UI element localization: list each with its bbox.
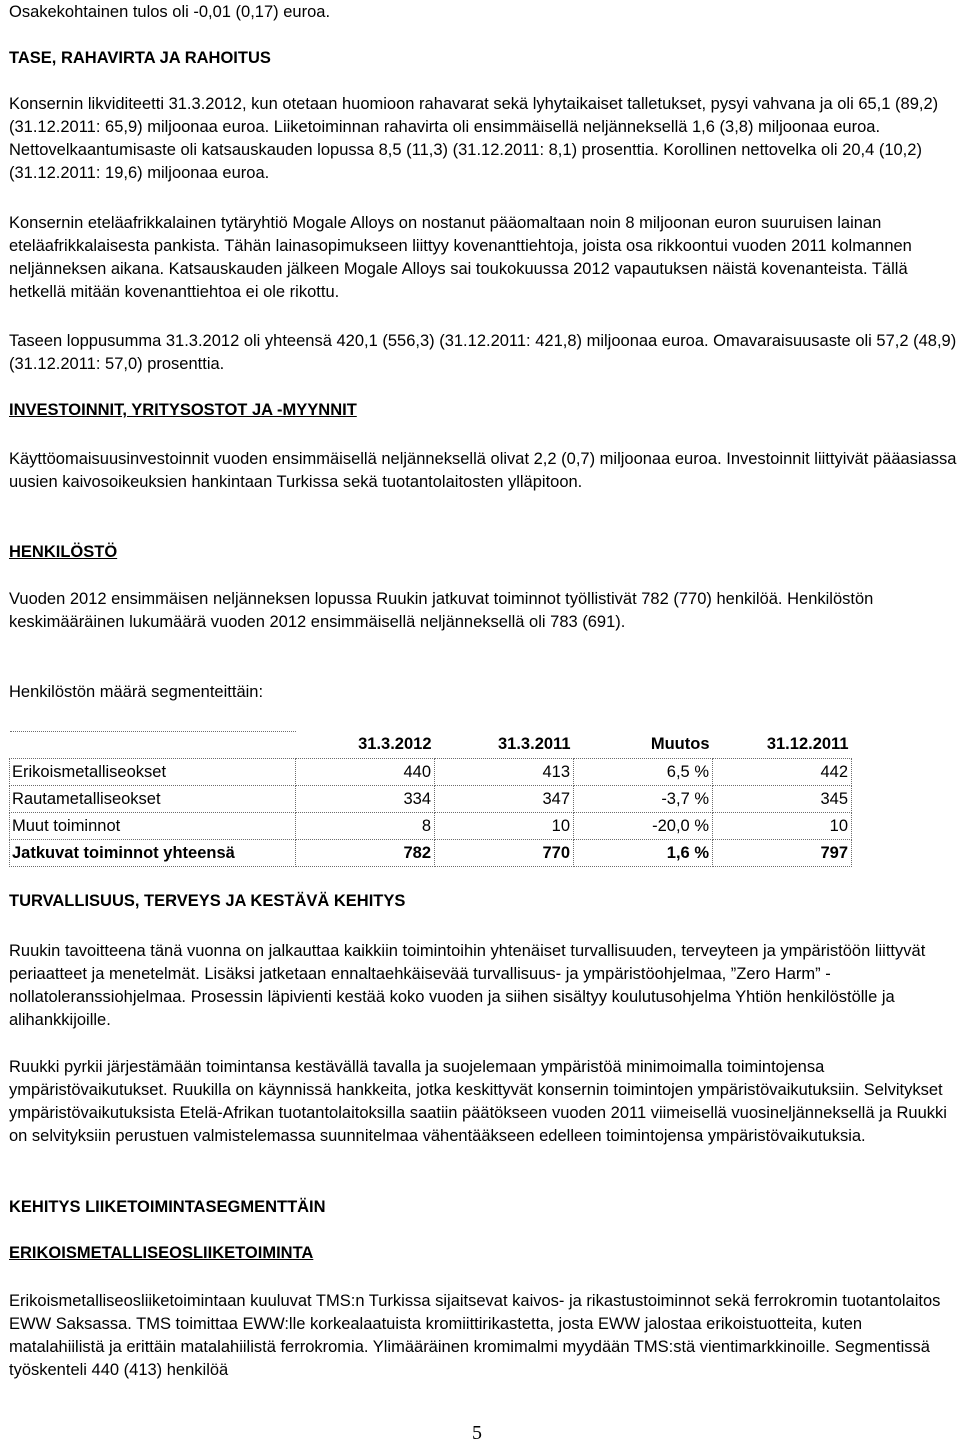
table-cell: 782 bbox=[296, 840, 435, 867]
table-cell-label: Jatkuvat toiminnot yhteensä bbox=[10, 840, 296, 867]
table-row bbox=[10, 786, 852, 813]
ferroalloys-paragraph: Erikoismetalliseosliiketoimintaan kuuluvat TMS:n Turkissa sijaitsevat kaivos- ja rikastustoiminnot sekä ferrokromin tuotantolaitos EWW Saksassa. TMS toimittaa EWW:lle korkealaatuista kromiittirikastetta, josta EWW jalostaa erikoistuotteita, kuten matalahiilistä ja erittäin matalahiilistä ferrokromia. Ylimääräinen kromimalmi myydään TMS:stä vientimarkkinoille. Segmentissä työskenteli 440 (413) henkilöä bbox=[9, 1292, 941, 1379]
table-cell-label: Erikoismetalliseokset bbox=[10, 759, 296, 786]
investments-paragraph: Käyttöomaisuusinvestoinnit vuoden ensimmäisellä neljänneksellä olivat 2,2 (0,7) miljoonaa euroa. Investoinnit liittyivät pääasiassa uusien kaivosoikeuksien hankintaan Turkissa sekä tuotantolaitosten ylläpitoon. bbox=[9, 450, 957, 491]
table-header-row bbox=[10, 732, 852, 759]
table-cell: -3,7 % bbox=[574, 786, 713, 813]
liquidity-paragraph: Konsernin likviditeetti 31.3.2012, kun otetaan huomioon rahavarat sekä lyhytaikaiset talletukset, pysyi vahvana ja oli 65,1 (89,2) (31.12.2011: 65,9) miljoonaa euroa. Liiketoiminnan rahavirta oli ensimmäisellä neljänneksellä 1,6 (3,8) miljoonaa euroa. Nettovelkaantumisaste oli katsauskauden lopussa 8,5 (11,3) (31.12.2011: 8,1) prosenttia. Korollinen nettovelka oli 20,4 (10,2) (31.12.2011: 19,6) miljoonaa euroa. bbox=[9, 95, 939, 182]
table-header-cell: 31.3.2012 bbox=[358, 735, 432, 754]
heading-personnel: HENKILÖSTÖ bbox=[9, 543, 118, 561]
table-cell: 10 bbox=[713, 813, 852, 840]
table-cell: 8 bbox=[296, 813, 435, 840]
heading-ferroalloys: ERIKOISMETALLISEOSLIIKETOIMINTA bbox=[9, 1244, 314, 1262]
page-number: 5 bbox=[472, 1422, 482, 1444]
table-cell: 1,6 % bbox=[574, 840, 713, 867]
table-cell: 442 bbox=[713, 759, 852, 786]
table-cell: 6,5 % bbox=[574, 759, 713, 786]
eps-paragraph: Osakekohtainen tulos oli -0,01 (0,17) euroa. bbox=[9, 3, 331, 21]
heading-investments: INVESTOINNIT, YRITYSOSTOT JA -MYYNNIT bbox=[9, 401, 357, 419]
table-cell: 10 bbox=[435, 813, 574, 840]
table-cell-label: Rautametalliseokset bbox=[10, 786, 296, 813]
table-cell: 413 bbox=[435, 759, 574, 786]
table-cell: 334 bbox=[296, 786, 435, 813]
balance-total-paragraph: Taseen loppusumma 31.3.2012 oli yhteensä 420,1 (556,3) (31.12.2011: 421,8) miljoonaa euroa. Omavaraisuusaste oli 57,2 (48,9) (31.12.2011: 57,0) prosenttia. bbox=[9, 332, 957, 373]
table-cell: -20,0 % bbox=[574, 813, 713, 840]
heading-safety: TURVALLISUUS, TERVEYS JA KESTÄVÄ KEHITYS bbox=[9, 892, 406, 910]
table-total-row bbox=[10, 840, 852, 867]
table-cell-label: Muut toiminnot bbox=[10, 813, 296, 840]
table-row bbox=[10, 813, 852, 840]
table-cell: 440 bbox=[296, 759, 435, 786]
table-cell: 345 bbox=[713, 786, 852, 813]
zero-harm-paragraph: Ruukin tavoitteena tänä vuonna on jalkauttaa kaikkiin toimintoihin yhtenäiset turvallisuuden, terveyteen ja ympäristöön liittyvät periaatteet ja menetelmät. Lisäksi jatketaan ennaltaehkäisevää turvallisuus- ja ympäristöohjelmaa, ”Zero Harm” -nollatoleranssiohjelmaa. Prosessin läpivienti kestää koko vuoden ja siihen sisältyy koulutusohjelma Yhtiön henkilöstölle ja alihankkijoille. bbox=[9, 942, 926, 1029]
heading-balance-sheet: TASE, RAHAVIRTA JA RAHOITUS bbox=[9, 49, 271, 67]
table-cell: 347 bbox=[435, 786, 574, 813]
table-row bbox=[10, 759, 852, 786]
table-cell: 797 bbox=[713, 840, 852, 867]
personnel-by-segment-label: Henkilöstön määrä segmenteittäin: bbox=[9, 683, 264, 701]
table-header-cell: 31.12.2011 bbox=[766, 735, 849, 754]
table-header-cell: 31.3.2011 bbox=[498, 735, 571, 754]
table-header-cell bbox=[10, 732, 296, 759]
mogale-loan-paragraph: Konsernin eteläafrikkalainen tytäryhtiö Mogale Alloys on nostanut pääomaltaan noin 8 miljoonan euron suuruisen lainan eteläafrikkalaisesta pankista. Tähän lainasopimukseen liittyy kovenanttiehtoja, joista osa rikkoontui vuoden 2011 kolmannen neljänneksen aikana. Katsauskauden jälkeen Mogale Alloys sai toukokuussa 2012 vapautuksen näistä kovenanteista. Tällä hetkellä mitään kovenanttiehtoa ei ole rikottu. bbox=[9, 214, 912, 301]
environment-paragraph: Ruukki pyrkii järjestämään toimintansa kestävällä tavalla ja suojelemaan ympäristöä minimoimalla toimintojensa ympäristövaikutukset. Ruukilla on käynnissä hankkeita, jotka keskittyvät konsernin toimintojen ympäristövaikutuksiin. Selvitykset ympäristövaikutuksista Etelä-Afrikan tuotantolaitoksilla saatiin päätökseen vuoden 2011 viimeisellä vuosineljänneksellä ja Ruukki on selvityksiin perustuen valmistelemassa suunnitelmaa vähentääkseen edelleen toimintojensa ympäristövaikutuksia. bbox=[9, 1058, 947, 1145]
heading-segments: KEHITYS LIIKETOIMINTASEGMENTTÄIN bbox=[9, 1198, 326, 1216]
personnel-paragraph: Vuoden 2012 ensimmäisen neljänneksen lopussa Ruukin jatkuvat toiminnot työllistivät 782 (770) henkilöä. Henkilöstön keskimääräinen lukumäärä vuoden 2012 ensimmäisellä neljänneksellä oli 783 (691). bbox=[9, 590, 874, 631]
table-header-cell: Muutos bbox=[650, 735, 710, 754]
personnel-segment-table bbox=[9, 731, 852, 867]
table-cell: 770 bbox=[435, 840, 574, 867]
